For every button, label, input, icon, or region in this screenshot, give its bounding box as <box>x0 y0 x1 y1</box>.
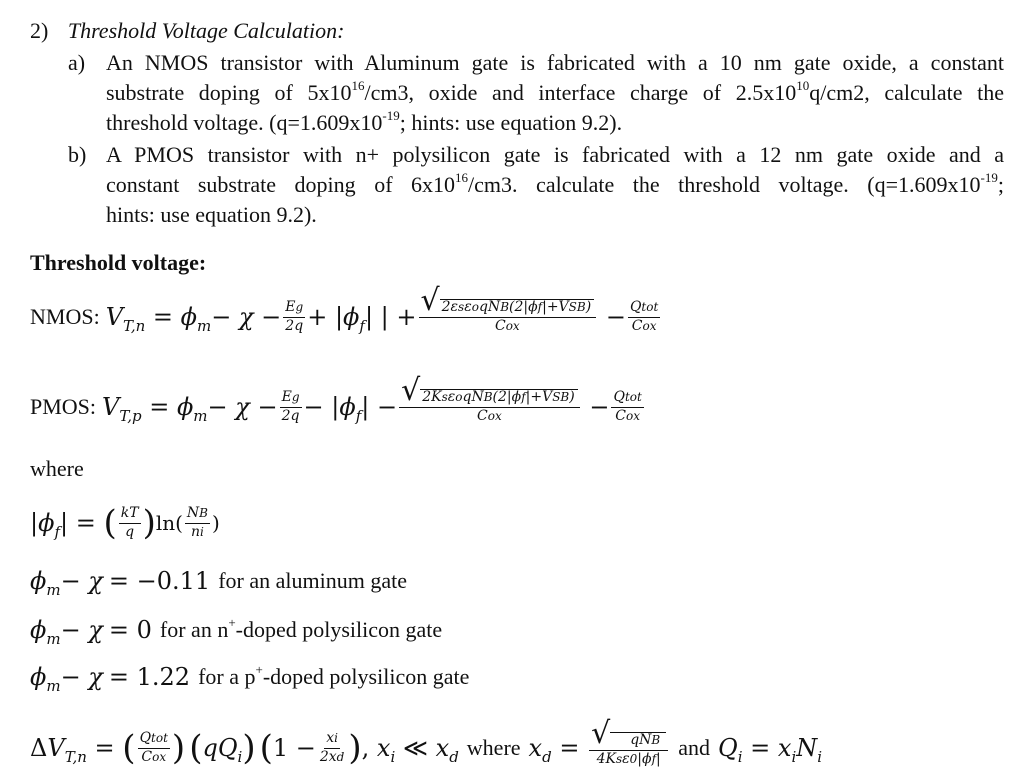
where-label: where <box>30 456 84 481</box>
phi-f-equation: | $\phi_f$ | = ( $\frac{kT}{q}$ ) ln( $\frac{NB}{ni}$ ) <box>30 503 220 543</box>
pmos-label: PMOS: <box>30 394 97 419</box>
part-a-line-3: threshold voltage. ($q=1.609x10^{-19}$; hints: use equation 9.2). <box>106 108 623 135</box>
aluminum-gate-line: $\phi_m$ − χ = −0.11 for an aluminum gate <box>30 567 407 599</box>
nmos-label: NMOS: <box>30 304 100 329</box>
p-poly-gate-line: $\phi_m$ − χ = 1.22 for a p+-doped polysilicon gate <box>30 662 470 695</box>
part-b-line-3: hints: use equation 9.2). <box>106 202 317 227</box>
question-title: Threshold Voltage Calculation: <box>67 18 345 43</box>
part-a-label: a) <box>68 50 86 75</box>
nmos-equation: NMOS: $V_{T,n}$ = $\phi_m$ − χ − $\frac{Eg}{2q}$ + | $\phi_f$ | | + √ 2εsεoqNB(2|ϕf|+VSB) Cox − $\frac{\text{Qtot}}{\text{Cox}}$ <box>30 282 659 335</box>
part-a-line-1: An NMOS transistor with Aluminum gate is fabricated with a 10 nm gate oxide, a constant <box>106 50 1004 75</box>
n-poly-gate-line: $\phi_m$ − χ = 0 for an n+-doped polysilicon gate <box>30 615 443 648</box>
part-b-label: b) <box>68 142 87 167</box>
part-b-line-1: A PMOS transistor with n+ polysilicon gate is fabricated with a 12 nm gate oxide and a <box>106 142 1004 167</box>
section-heading: Threshold voltage: <box>30 250 207 275</box>
question-number: 2) <box>30 18 49 43</box>
question-header <box>30 18 344 44</box>
pmos-equation: PMOS: $V_{T,p}$ = $\phi_m$ − χ − $\frac{Eg}{2q}$ − | $\phi_f$ | − √ 2KsεoqNB(2|ϕf|+VSB) Cox − $\frac{\text{Qtot}}{\text{Cox}}$ <box>30 372 642 425</box>
part-b-line-2: constant substrate doping of $6x10^{16}/cm3$. calculate the threshold voltage. ($q=1.609x10^{-19}$; <box>106 170 1005 197</box>
delta-vt-equation: Δ $V_{T,n}$ = ( $\frac{\text{Qtot}}{\text{Cox}}$ ) ( $qQ_i$ ) ( 1 − $\frac{xi}{2xd}$ ) , $x_i$ ≪ $x_d$ where $x_d$ = √ qNB 4Ksε0|ϕf| and $Q_i$ = $x_iN_i$ <box>30 715 823 768</box>
part-a-line-2: substrate doping of $5x10^{16}/cm3$, oxide and interface charge of $2.5x10^{10}q/cm2$, calculate the <box>106 78 1004 105</box>
